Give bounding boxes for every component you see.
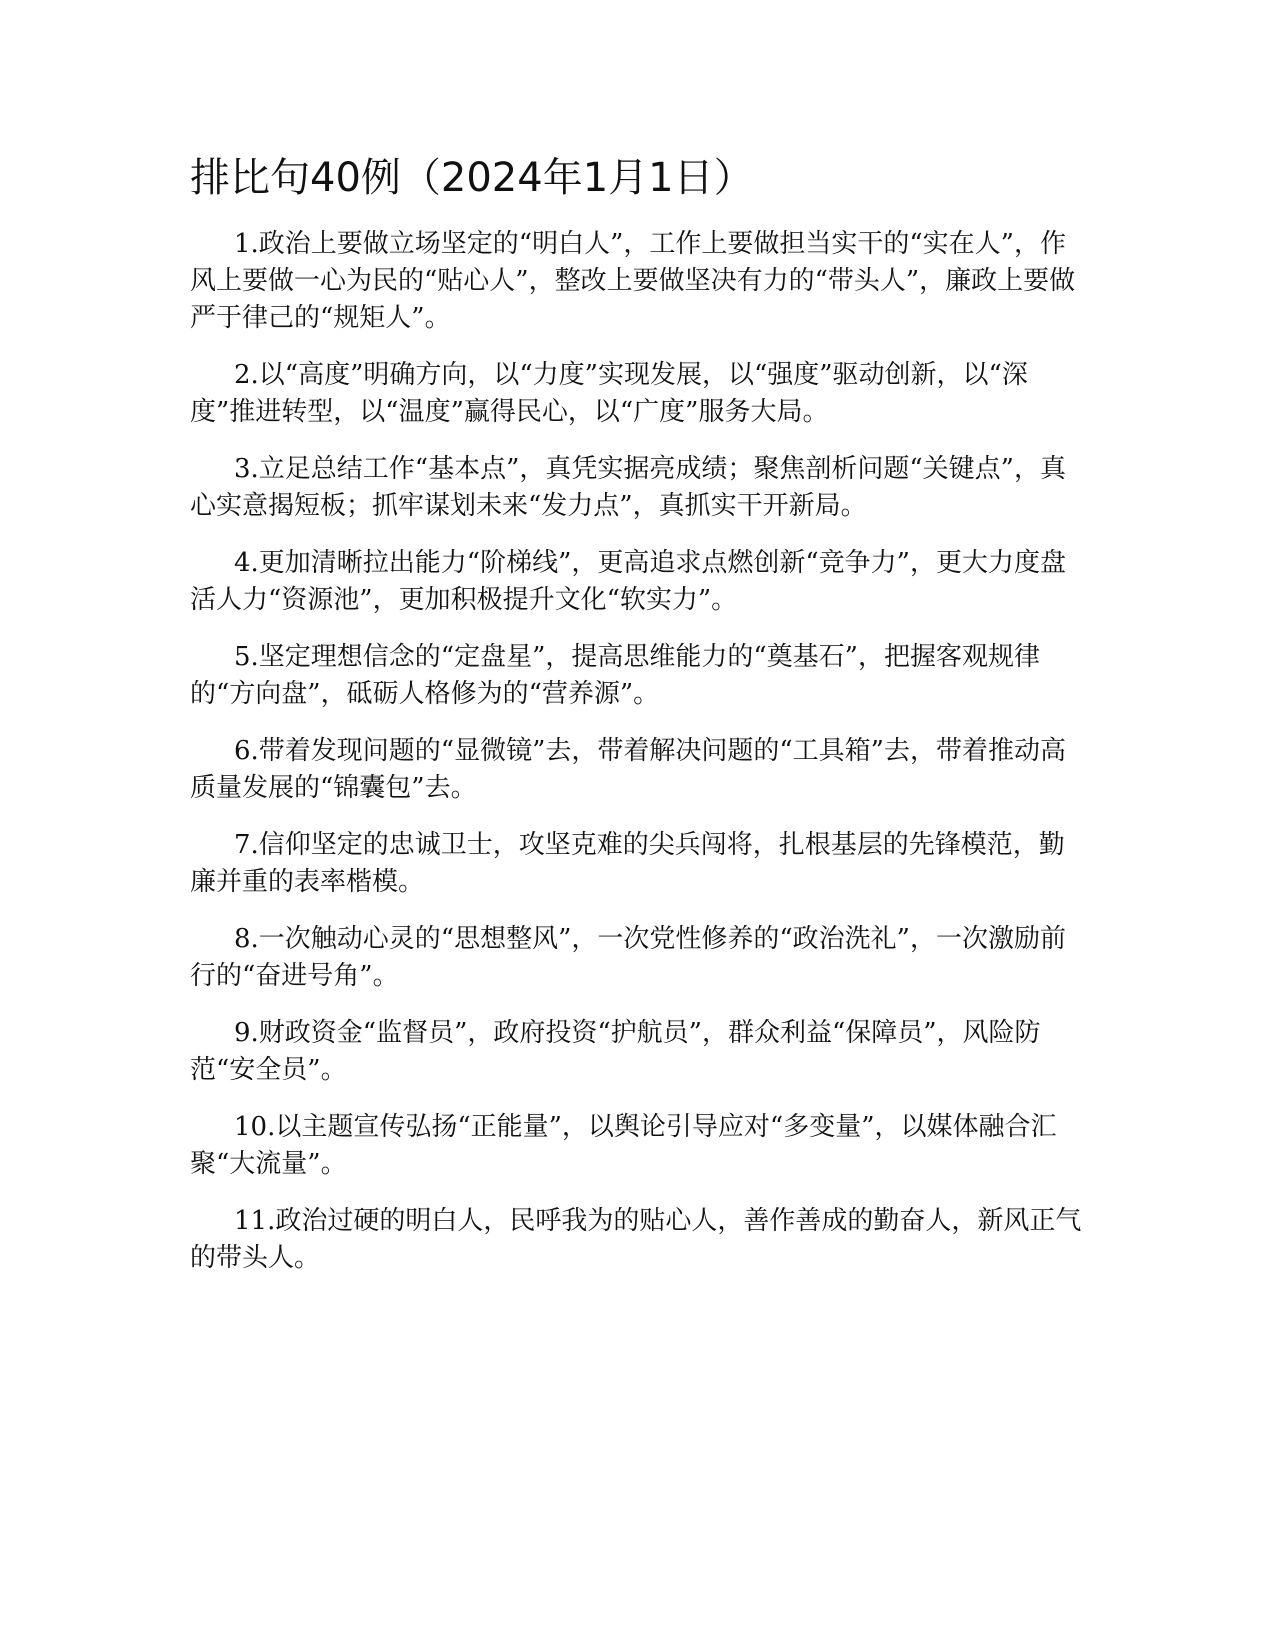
paragraph-10: 10.以主题宣传弘扬“正能量”，以舆论引导应对“多变量”，以媒体融合汇聚“大流量”。 [190,1112,1057,1179]
paragraph-7: 7.信仰坚定的忠诚卫士，攻坚克难的尖兵闯将，扎根基层的先锋模范，勤廉并重的表率楷模。 [190,830,1065,897]
paragraph-11: 11.政治过硬的明白人，民呼我为的贴心人，善作善成的勤奋人，新风正气的带头人。 [190,1206,1082,1273]
paragraph-3: 3.立足总结工作“基本点”，真凭实据亮成绩；聚焦剖析问题“关键点”，真心实意揭短板；抓牢谋划未来“发力点”，真抓实干开新局。 [190,454,1066,521]
document-title: 排比句40例（2024年1月1日） [190,155,754,201]
paragraph-5: 5.坚定理想信念的“定盘星”，提高思维能力的“奠基石”，把握客观规律的“方向盘”，砥砺人格修为的“营养源”。 [190,642,1040,709]
paragraph-2: 2.以“高度”明确方向，以“力度”实现发展，以“强度”驱动创新，以“深度”推进转型，以“温度”赢得民心，以“广度”服务大局。 [190,360,1028,427]
paragraph-8: 8.一次触动心灵的“思想整风”，一次党性修养的“政治洗礼”，一次激励前行的“奋进号角”。 [190,924,1066,991]
paragraph-4: 4.更加清晰拉出能力“阶梯线”，更高追求点燃创新“竞争力”，更大力度盘活人力“资源池”，更加积极提升文化“软实力”。 [190,548,1066,615]
paragraph-6: 6.带着发现问题的“显微镜”去，带着解决问题的“工具箱”去，带着推动高质量发展的“锦囊包”去。 [190,736,1066,803]
paragraph-9: 9.财政资金“监督员”，政府投资“护航员”，群众利益“保障员”，风险防范“安全员”。 [190,1018,1041,1085]
paragraph-1: 1.政治上要做立场坚定的“明白人”，工作上要做担当实干的“实在人”，作风上要做一心为民的“贴心人”，整改上要做坚决有力的“带头人”，廉政上要做严于律己的“规矩人”。 [190,229,1076,333]
